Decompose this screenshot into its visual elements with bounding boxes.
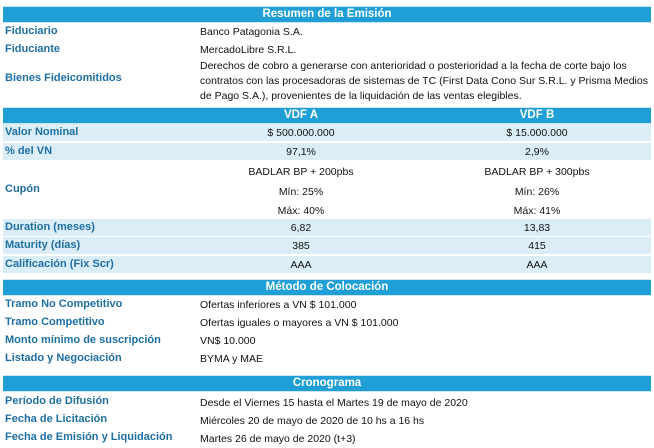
bienes-value: Derechos de cobro a generarse con anterioridad o posterioridad a la fecha de corte bajo los contratos con las procesadoras de sistemas de TC (First Data Cono Sur S.R.L. y Prisma Medios de Pago S.A.), provenientes de la liquidación de las ventas elegibles. bbox=[200, 60, 648, 102]
vdf-header bbox=[3, 107, 651, 124]
duration-label: Duration (meses) bbox=[5, 221, 95, 233]
maturity-b: 415 bbox=[528, 240, 546, 252]
difusion-value: Desde el Viernes 15 hasta el Martes 19 de mayo de 2020 bbox=[200, 397, 468, 409]
maturity-a: 385 bbox=[292, 240, 310, 252]
no-competitivo-value: Ofertas inferiores a VN $ 101.000 bbox=[200, 299, 357, 311]
valor-nominal-label: Valor Nominal bbox=[5, 126, 79, 138]
cronograma-title: Cronograma bbox=[292, 377, 362, 389]
cupon-a-spread: BADLAR BP + 200pbs bbox=[248, 166, 354, 178]
competitivo-value: Ofertas iguales o mayores a VN $ 101.000 bbox=[200, 317, 399, 329]
resumen-title: Resumen de la Emisión bbox=[262, 8, 392, 20]
fiduciario-label: Fiduciario bbox=[5, 25, 58, 37]
cupon-label: Cupón bbox=[5, 183, 40, 195]
fiduciario-value: Banco Patagonia S.A. bbox=[200, 26, 303, 38]
listado-value: BYMA y MAE bbox=[200, 353, 264, 365]
calificacion-b: AAA bbox=[526, 259, 548, 271]
maturity-label: Maturity (días) bbox=[5, 239, 81, 251]
duration-b: 13,83 bbox=[523, 222, 551, 234]
difusion-label: Período de Difusión bbox=[5, 395, 109, 407]
fiduciante-label: Fiduciante bbox=[5, 43, 61, 55]
resumen-header bbox=[3, 6, 651, 23]
duration-a: 6,82 bbox=[290, 222, 312, 234]
monto-minimo-value: VN$ 10.000 bbox=[200, 335, 256, 347]
vdf-b-header: VDF B bbox=[519, 109, 555, 121]
valor-nominal-a: $ 500.000.000 bbox=[267, 127, 335, 139]
vdf-a-header: VDF A bbox=[283, 109, 319, 121]
cupon-a-max: Máx: 40% bbox=[277, 205, 325, 217]
licitacion-value: Miércoles 20 de mayo de 2020 de 10 hs a 16 hs bbox=[200, 415, 425, 427]
fiduciante-value: MercadoLibre S.R.L. bbox=[200, 44, 297, 56]
pct-vn-b: 2,9% bbox=[525, 146, 549, 158]
metodo-header bbox=[3, 279, 651, 296]
metodo-title: Método de Colocación bbox=[265, 281, 389, 293]
valor-nominal-b: $ 15.000.000 bbox=[506, 127, 568, 139]
pct-vn-a: 97,1% bbox=[286, 146, 316, 158]
cronograma-header bbox=[3, 375, 651, 392]
cupon-b-max: Máx: 41% bbox=[513, 205, 561, 217]
emision-label: Fecha de Emisión y Liquidación bbox=[5, 431, 173, 443]
cupon-b-spread: BADLAR BP + 300pbs bbox=[484, 166, 590, 178]
emision-value: Martes 26 de mayo de 2020 (t+3) bbox=[200, 433, 356, 445]
cupon-b-min: Mín: 26% bbox=[514, 186, 560, 198]
calificacion-label: Calificación (Fix Scr) bbox=[5, 258, 114, 270]
licitacion-label: Fecha de Licitación bbox=[5, 413, 108, 425]
bienes-label: Bienes Fideicomitidos bbox=[5, 72, 122, 84]
monto-minimo-label: Monto mínimo de suscripción bbox=[5, 334, 161, 346]
pct-vn-label: % del VN bbox=[5, 145, 53, 157]
listado-label: Listado y Negociación bbox=[5, 352, 122, 364]
no-competitivo-label: Tramo No Competitivo bbox=[5, 298, 123, 310]
calificacion-a: AAA bbox=[290, 259, 312, 271]
competitivo-label: Tramo Competitivo bbox=[5, 316, 105, 328]
cupon-a-min: Mín: 25% bbox=[278, 186, 324, 198]
